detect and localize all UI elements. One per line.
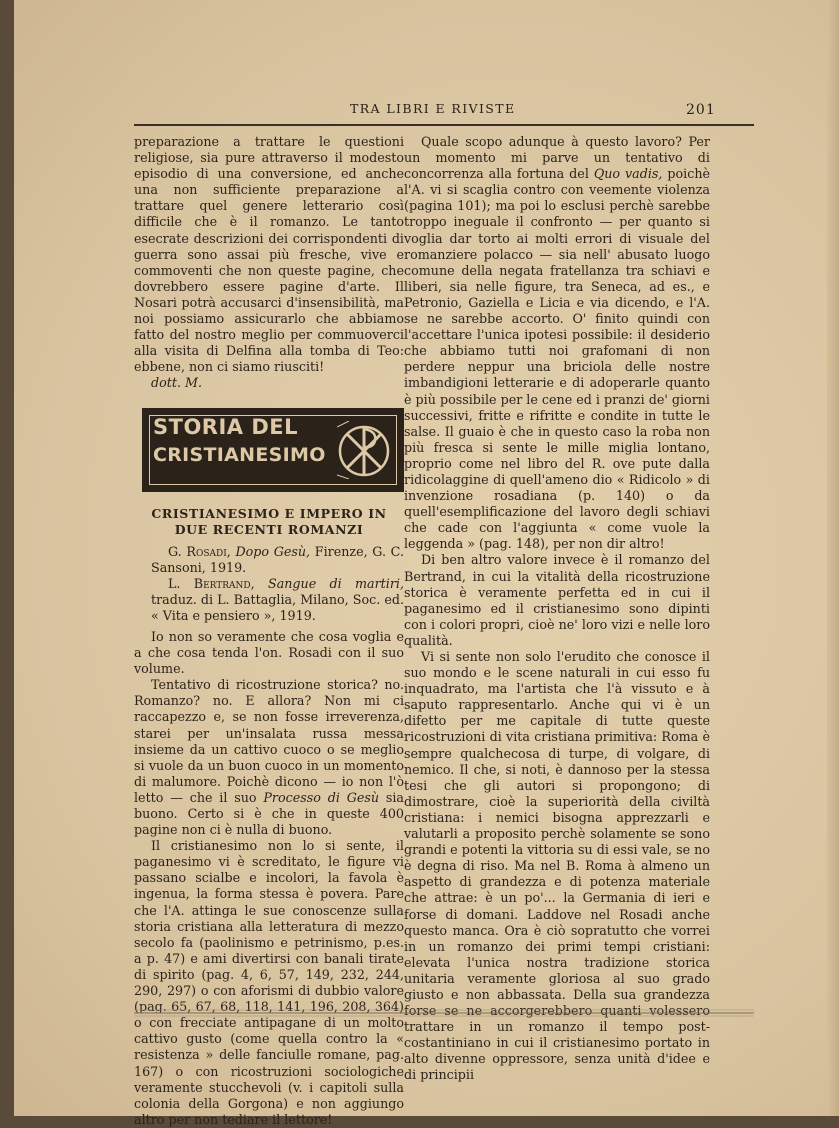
section-banner [142,408,404,492]
banner-title-line1: STORIA DEL [153,414,299,439]
book-page [14,0,839,1127]
banner-title-line2: CRISTIANESIMO [153,443,326,466]
reference-rosadi: G. Rosadi, Dopo Gesù, Firenze, G. C. Sansoni, 1919. [151,543,404,575]
left-column [134,134,404,1128]
paragraph: Tentativo di ricostruzione storica? no. Romanzo? no. E allora? Non mi ci raccapezzo e, se non fosse irreverenza, starei per un'insalata russa messa insieme da un cattivo cuoco o se meglio si vuole da un buon cuoco in un momento di malumore. Poichè dicono — io non l'ò letto — che il suo Processo di Gesù sia buono. Certo si è che in queste 400 pagine non ci è nulla di buono. [134,677,404,838]
page-number: 201 [686,102,716,118]
intro-paragraph: preparazione a trattare le questioni religiose, sia pure attraverso il modesto episodio di una conversione, ed anche una non sufficiente preparazione a trattare quel genere letterario così difficile che è il romanzo. Le tanto esecrate descrizioni dei corrispondenti di guerra sono assai più fresche, vive e commoventi che non queste pagine, che dovrebbero essere pagine d'arte. Il Nosari potrà accusarci d'insensibilità, ma noi possiamo assicurarlo che abbiamo fatto del nostro meglio per commuoverci alla visita di Delfina alla tomba di Teo: ebbene, non ci siamo riusciti! [134,134,404,375]
paragraph: Il cristianesimo non lo si sente, il paganesimo vi è screditato, le figure vi passano scialbe e incolori, la favola è ingenua, la forma stessa è povera. Pare che l'A. attinga le sue conoscenze sulla storia cristiana alla letteratura di mezzo secolo fa (paolinismo e petrinismo, p.es. a p. 47) e ami divertirsi con banali tirate di spirito (pag. 4, 6, 57, 149, 232, 244, 290, 297) o con aforismi di dubbio valore (pag. 65, 67, 68, 118, 141, 196, 208, 364) o con frecciate antipagane di un molto cattivo gusto (come quella contro la « resistenza » delle fanciulle romane, pag. 167) o con ricostruzioni sociologiche veramente stucchevoli (v. i capitoli sulla colonia della Gorgona) e non aggiungo altro per non tediare il lettore! [134,838,404,1127]
paragraph: Di ben altro valore invece è il romanzo del Bertrand, in cui la vitalità della ricostruzione storica è veramente perfetta ed in cui il paganesimo ed il cristianesimo sono dipinti con i colori propri, cioè ne' loro vizi e nelle loro qualità. [404,552,710,648]
right-column [404,134,710,1084]
paragraph: Quale scopo adunque à questo lavoro? Per un momento mi parve un tentativo di concorrenza alla fortuna del Quo vadis, poichè l'A. vi si scaglia contro con veemente violenza (pagina 101); ma poi lo esclusi perchè sarebbe troppo ineguale il confronto — per quanto si voglia dar torto ai molti errori di visuale del romanziere polacco — sia nell' abusato luogo comune della negata fratellanza tra schiavi e liberi, sia nelle figure, tra Seneca, ad es., e Petronio, Gaziella e Licia e via dicendo, e l'A. se ne sarebbe accorto. O' finito quindi con l'accettare l'unica ipotesi possibile: il desiderio che abbiamo tutti noi grafomani di non perdere neppur una briciola delle nostre imbandigioni letterarie e di adoperarle quanto è più possibile per le cene ed i pranzi de' giorni successivi, fritte e rifritte e condite in tutte le salse. Il guaio è che in questo caso la roba non più fresca si sente le mille miglia lontano, proprio come nel libro del R. ove pute dalla ridicolaggine di quell'ameno dio « Ridicolo » di invenzione rosadiana (p. 140) o da quell'esemplificazione del lavoro degli schiavi che cade con l'aggiunta « come vuole la leggenda » (pag. 148), per non dir altro! [404,134,710,552]
signature: dott. M. [151,375,203,391]
paragraph: Vi si sente non solo l'erudito che conosce il suo mondo e le scene naturali in cui esso fu inquadrato, ma l'artista che l'à vissuto e à saputo rappresentarlo. Anche qui vi è un difetto per me capitale di tutte queste ricostruzioni di vita cristiana primitiva: Roma è sempre qualchecosa di turpe, di volgare, di nemico. Il che, si noti, è dannoso per la stessa tesi che gli autori si propongono; di dimostrare, cioè la superiorità della civiltà cristiana: i nemici bisogna apprezzarli e valutarli a proposito perchè solamente se sono grandi e potenti la vittoria su di essi vale, se no è degna di riso. Ma nel B. Roma à almeno un aspetto di grandezza e di potenza materiale che attrae: è un po'... la Germania di ieri e forse di domani. Laddove nel Rosadi anche questo manca. Ora è ciò sopratutto che vorrei in un romanzo dei primi tempi cristiani: elevata l'unica nostra tradizione storica unitaria veramente gloriosa al suo grado giusto e non abbassata. Della sua grandezza forse se ne accorgerebbero quanti volessero trattare in un romanzo il tempo post-costantiniano in cui il cristianesimo portato in alto divenne oppressore, senza unità d'idee e di principii [404,649,710,1083]
chi-rho-emblem-icon [337,421,391,479]
header-rule [134,124,754,126]
bottom-ornament-rule [134,1006,754,1020]
running-head: TRA LIBRI E RIVISTE [350,101,516,116]
reference-bertrand: L. Bertrand, Sangue di martiri, traduz. di L. Battaglia, Milano, Soc. ed. « Vita e pensiero », 1919. [151,575,404,623]
paragraph: Io non so veramente che cosa voglia e a che cosa tenda l'on. Rosadi con il suo volume. [134,628,404,677]
page-edge [827,0,839,1116]
article-title: CRISTIANESIMO E IMPERO IN DUE RECENTI ROMANZI [151,505,387,537]
